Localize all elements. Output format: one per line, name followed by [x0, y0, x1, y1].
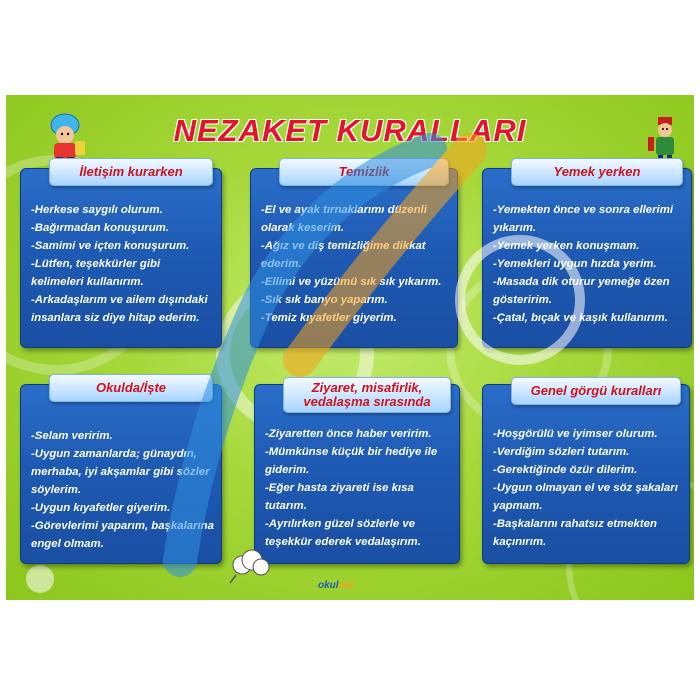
- card-heading: Yemek yerken: [511, 158, 683, 186]
- card-heading: Okulda/İşte: [49, 374, 213, 402]
- dot-decoration: [26, 565, 54, 593]
- footer-logo-part2: net: [338, 580, 354, 591]
- card-heading: İletişim kurarken: [49, 158, 213, 186]
- card-temizlik: [250, 164, 458, 348]
- footer-logo: [318, 580, 354, 591]
- card-ziyaret: [254, 380, 460, 564]
- card-body: -Yemekten önce ve sonra ellerimi yıkarım. -Yemek yerken konuşmam. -Yemekleri uygun hızda yerim. -Masada dik oturur yemeğe özen gösteririm. -Çatal, bıçak ve kaşık kullanırım.: [493, 204, 674, 324]
- page-title: NEZAKET KURALLARI: [173, 113, 527, 148]
- card-body: -Ziyaretten önce haber veririm. -Mümkünse küçük bir hediye ile giderim. -Eğer hasta ziyareti ise kısa tutarım. -Ayrılırken güzel sözlerle ve teşekkür ederek vedalaşırım.: [265, 428, 438, 548]
- card-yemek: [482, 164, 692, 348]
- footer-logo-part1: okul: [318, 580, 339, 591]
- card-heading: Temizlik: [279, 158, 449, 186]
- card-body: -Herkese saygılı olurum. -Bağırmadan konuşurum. -Samimi ve içten konuşurum. -Lütfen, teşekkürler gibi kelimeleri kullanırım. -Arkadaşlarım ve ailem dışındaki insanlara siz diye hitap ederim.: [31, 204, 208, 324]
- card-iletisim: [20, 164, 222, 348]
- sheep-illustration: [228, 545, 274, 585]
- card-genel: [482, 384, 690, 564]
- poster: [6, 95, 694, 600]
- card-body: -Hoşgörülü ve iyimser olurum. -Verdiğim sözleri tutarım. -Gerektiğinde özür dilerim. -Uygun olmayan el ve söz şakaları yapmam. -Başkalarını rahatsız etmekten kaçınırım.: [493, 428, 678, 548]
- card-body: -El ve ayak tırnaklarımı düzenli olarak keserim. -Ağız ve diş temizliğime dikkat ederim. -Ellimi ve yüzümü sık sık yıkarım. -Sık sık banyo yaparım. -Temiz kıyafetler giyerim.: [261, 204, 442, 324]
- card-heading: Ziyaret, misafirlik, vedalaşma sırasında: [283, 377, 451, 413]
- card-body: -Selam veririm. -Uygun zamanlarda; günaydın, merhaba, iyi akşamlar gibi sözler söylerim. -Uygun kıyafetler giyerim. -Görevlerimi yaparım, başkalarına engel olmam.: [31, 430, 214, 550]
- card-okulda: [20, 380, 222, 564]
- card-heading: Genel görgü kuralları: [511, 377, 681, 405]
